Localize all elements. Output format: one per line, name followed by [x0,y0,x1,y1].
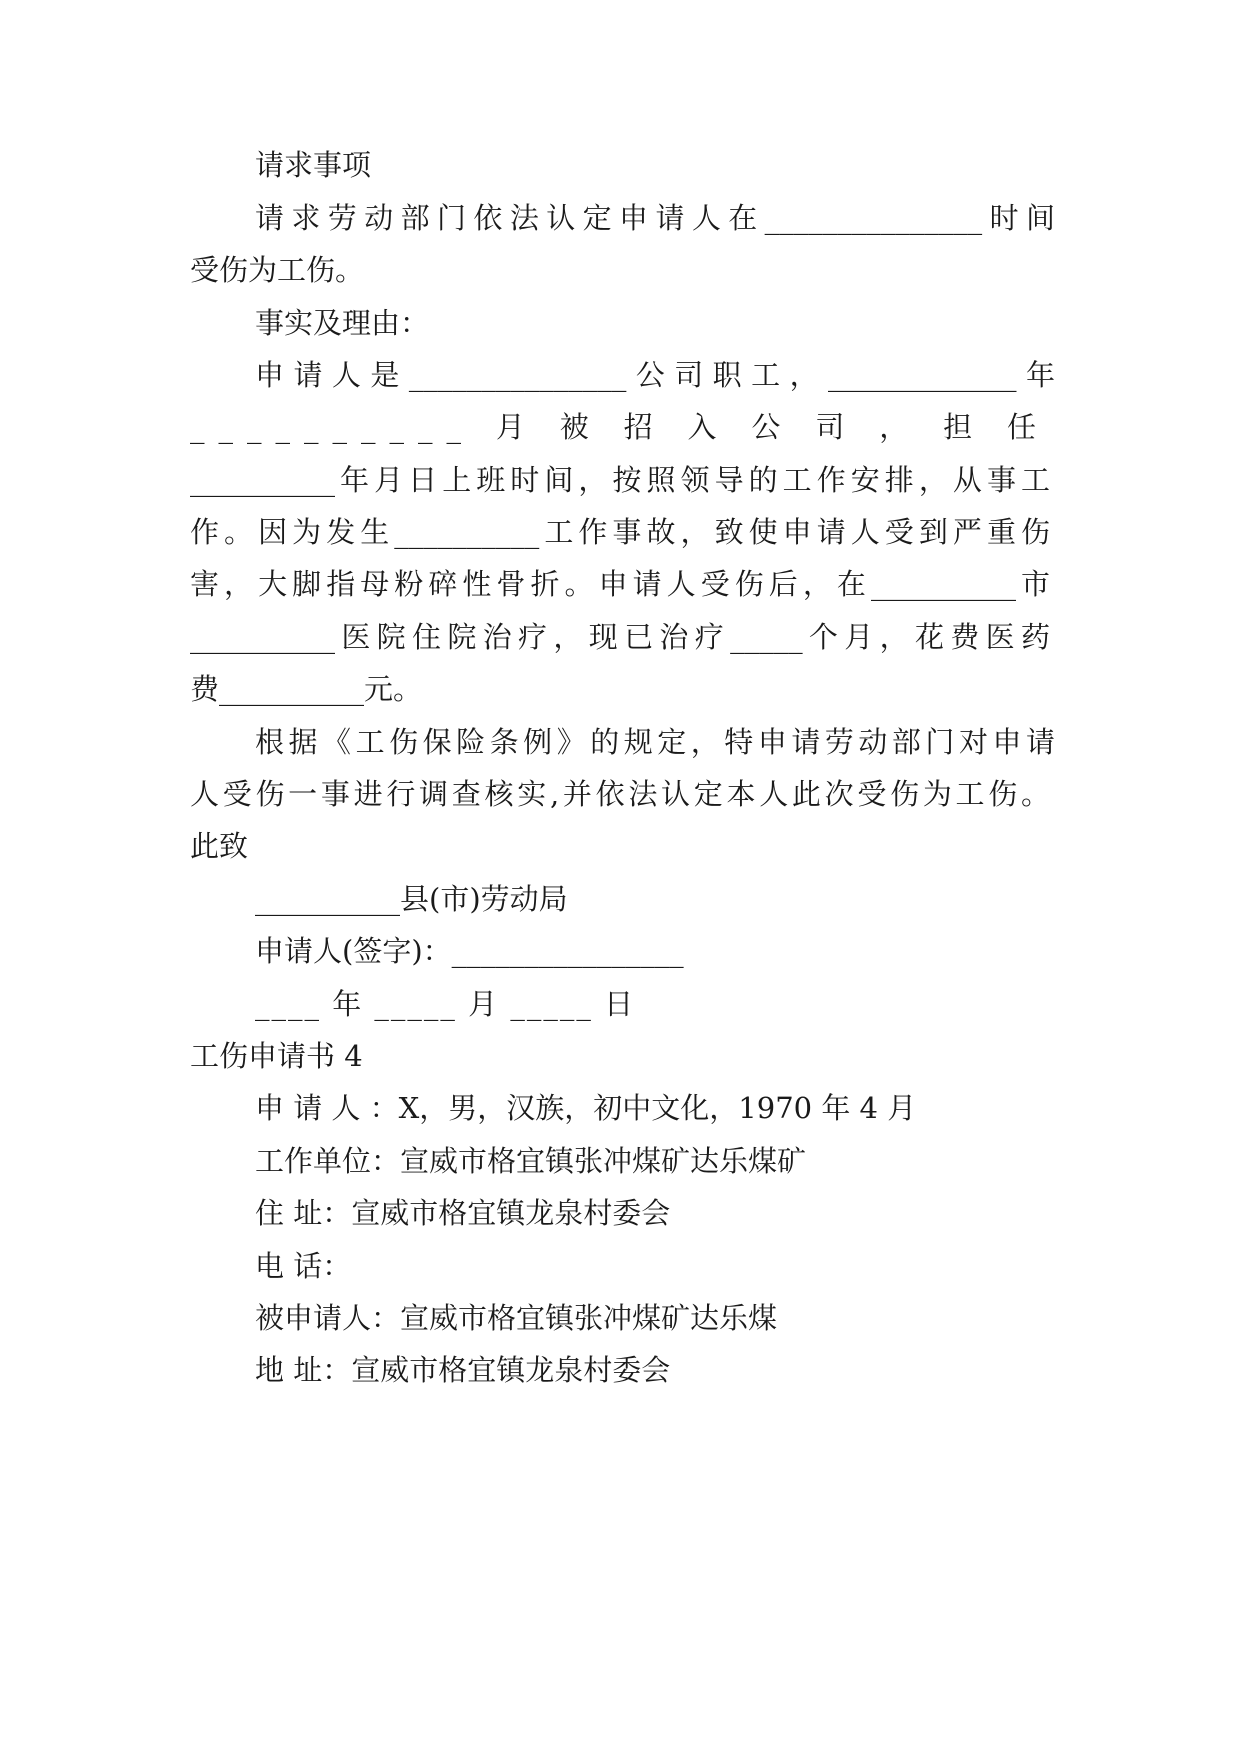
paragraph-line: 受伤为工伤。 [190,253,365,287]
section-title: 工伤申请书 4 [190,1039,363,1073]
paragraph-line: __________医院住院治疗，现已治疗_____个月，花费医药 [190,620,1050,654]
date-line: ____ 年 _____ 月 _____ 日 [255,987,636,1021]
recipient-line: __________县(市)劳动局 [255,882,568,916]
salutation: 此致 [190,829,249,863]
address-line: 住 址：宣威市格宜镇龙泉村委会 [255,1196,671,1230]
paragraph-line: 费__________元。 [190,672,423,706]
paragraph-line: 人受伤一事进行调查核实,并依法认定本人此次受伤为工伤。 [190,777,1050,811]
paragraph-line: 根据《工伤保险条例》的规定，特申请劳动部门对申请 [255,725,1055,759]
heading-facts-reasons: 事实及理由： [255,306,430,340]
paragraph-line: 作。因为发生__________工作事故，致使申请人受到严重伤 [190,515,1050,549]
respondent-address-line: 地 址：宣威市格宜镇龙泉村委会 [255,1353,671,1387]
workplace-line: 工作单位：宣威市格宜镇张冲煤矿达乐煤矿 [255,1144,807,1178]
respondent-line: 被申请人：宣威市格宜镇张冲煤矿达乐煤 [255,1301,778,1335]
paragraph-line: 害，大脚指母粉碎性骨折。申请人受伤后，在__________市 [190,567,1050,601]
paragraph-line: __________月被招入公司，担任 [190,410,1050,444]
paragraph-line: __________年月日上班时间，按照领导的工作安排，从事工 [190,463,1050,497]
phone-line: 电 话： [255,1249,352,1283]
signature-line: 申请人(签字)：________________ [255,934,684,968]
paragraph-line: 请求劳动部门依法认定申请人在_______________时间 [255,201,1055,235]
paragraph-line: 申请人是_______________公司职工，_____________年 [255,358,1055,392]
applicant-line: 申 请 人 ：X，男，汉族，初中文化，1970 年 4 月 [255,1091,917,1125]
heading-request-items: 请求事项 [255,148,372,182]
